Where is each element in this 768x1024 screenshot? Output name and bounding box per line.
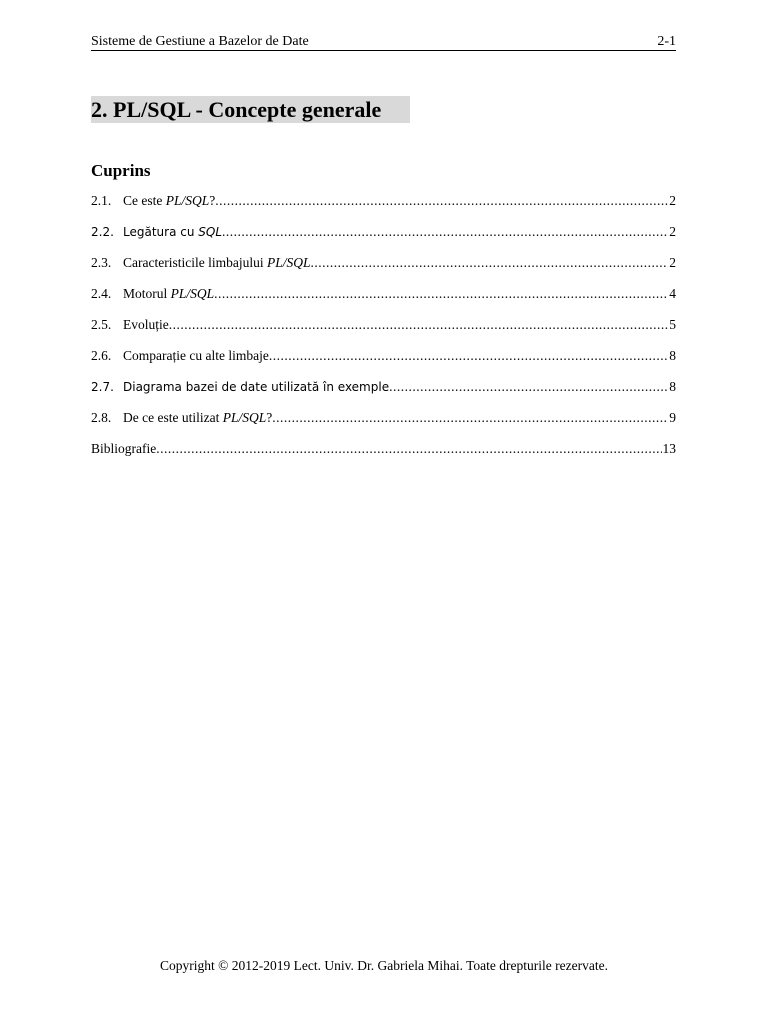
page-header: [91, 34, 676, 51]
table-of-contents: [91, 193, 676, 472]
toc-entry-number: 2.4.: [91, 286, 112, 301]
toc-entry-2-6[interactable]: [91, 348, 676, 379]
toc-dot-leader: [215, 193, 668, 209]
toc-entry-2-5[interactable]: [91, 317, 676, 348]
toc-entry-number: 2.1.: [91, 193, 112, 208]
toc-entry-page: 2: [669, 193, 676, 208]
toc-entry-label: Diagrama bazei de date utilizată în exemple: [123, 380, 390, 394]
toc-entry-label: Evoluție: [123, 317, 169, 332]
toc-entry-number: 2.7.: [91, 380, 114, 394]
toc-entry-page: 8: [669, 348, 676, 363]
toc-entry-bibliografie[interactable]: [91, 441, 676, 472]
toc-entry-page: 13: [662, 441, 676, 456]
toc-dot-leader: [214, 286, 668, 302]
toc-entry-2-4[interactable]: [91, 286, 676, 317]
toc-entry-page: 5: [669, 317, 676, 332]
toc-dot-leader: [272, 410, 668, 426]
toc-entry-label: Bibliografie: [91, 441, 157, 456]
header-document-title: Sisteme de Gestiune a Bazelor de Date: [91, 34, 309, 49]
toc-dot-leader: [310, 255, 668, 271]
toc-heading: Cuprins: [91, 161, 151, 180]
toc-entry-page: 2: [669, 255, 676, 270]
toc-entry-label: Legătura cu SQL: [123, 225, 223, 239]
toc-entry-2-7[interactable]: [91, 379, 676, 410]
toc-entry-number: 2.5.: [91, 317, 112, 332]
page-footer-copyright: Copyright © 2012-2019 Lect. Univ. Dr. Gabriela Mihai. Toate drepturile rezervate.: [160, 958, 608, 973]
toc-dot-leader: [389, 379, 668, 395]
toc-dot-leader: [269, 348, 668, 364]
toc-entry-2-3[interactable]: [91, 255, 676, 286]
toc-entry-label: Motorul PL/SQL: [123, 286, 215, 301]
toc-entry-label: De ce este utilizat PL/SQL?: [123, 410, 273, 425]
toc-dot-leader: [156, 441, 661, 457]
toc-entry-page: 8: [669, 379, 676, 394]
toc-entry-label: Comparație cu alte limbaje: [123, 348, 269, 363]
toc-entry-label: Caracteristicile limbajului PL/SQL: [123, 255, 311, 270]
toc-entry-number: 2.2.: [91, 225, 114, 239]
toc-entry-label: Ce este PL/SQL?: [123, 193, 216, 208]
toc-dot-leader: [169, 317, 669, 333]
toc-entry-page: 4: [669, 286, 676, 301]
toc-entry-2-1[interactable]: [91, 193, 676, 224]
toc-entry-2-2[interactable]: [91, 224, 676, 255]
chapter-title: 2. PL/SQL - Concepte generale: [91, 96, 410, 123]
toc-entry-number: 2.3.: [91, 255, 112, 270]
toc-entry-page: 9: [669, 410, 676, 425]
header-page-number: 2-1: [657, 34, 676, 49]
toc-dot-leader: [222, 224, 668, 240]
toc-entry-2-8[interactable]: [91, 410, 676, 441]
toc-entry-page: 2: [669, 224, 676, 239]
toc-entry-number: 2.6.: [91, 348, 112, 363]
toc-entry-number: 2.8.: [91, 410, 112, 425]
